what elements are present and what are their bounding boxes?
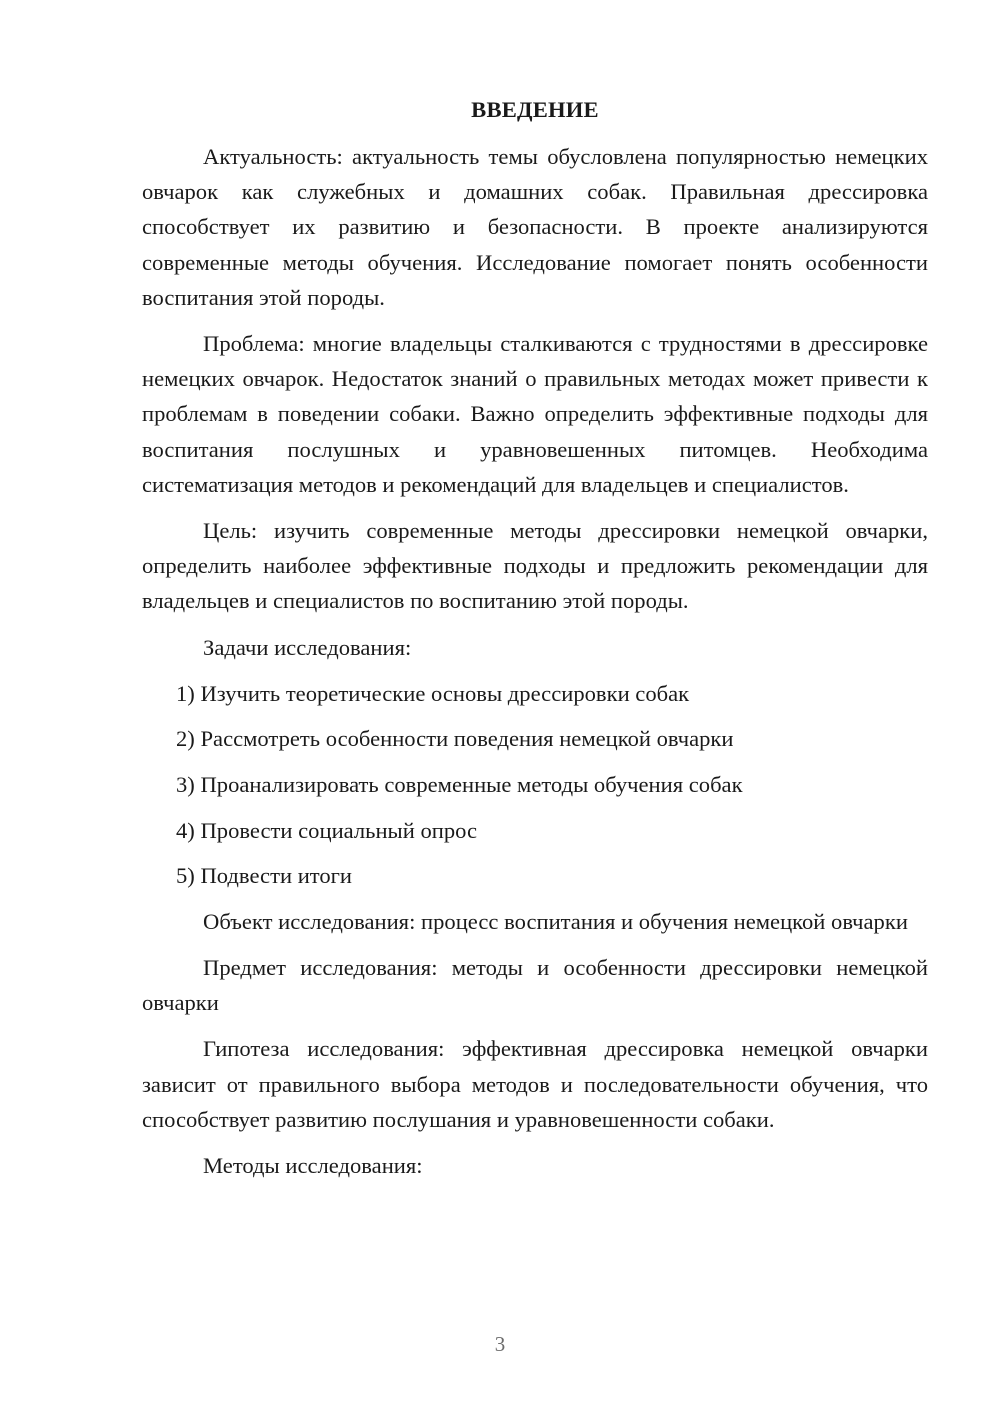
task-item-1: 1) Изучить теоретические основы дрессировки собак xyxy=(176,680,690,706)
task-item-2: 2) Рассмотреть особенности поведения немецкой овчарки xyxy=(176,726,734,752)
goal-paragraph: Цель: изучить современные методы дрессировки немецкой овчарки, определить наиболее эффективные подходы и предложить рекомендации для владельцев и специалистов по воспитанию этой породы. xyxy=(142,518,928,614)
methods-intro: Методы исследования: xyxy=(203,1153,423,1179)
tasks-list xyxy=(142,676,928,894)
tasks-intro: Задачи исследования: xyxy=(203,634,412,660)
task-item-5: 5) Подвести итоги xyxy=(176,863,353,889)
page-number: 3 xyxy=(494,1332,506,1356)
problem-paragraph: Проблема: многие владельцы сталкиваются с трудностями в дрессировке немецких овчарок. Недостаток знаний о правильных методах может привести к проблемам в поведении собаки. Важно определить эффективные подходы для воспитания послушных и уравновешенных питомцев. Необходима систематизация методов и рекомендаций для владельцев и специалистов. xyxy=(142,331,928,497)
object-paragraph: Объект исследования: процесс воспитания и обучения немецкой овчарки xyxy=(203,908,908,934)
hypothesis-paragraph: Гипотеза исследования: эффективная дрессировка немецкой овчарки зависит от правильного выбора методов и последовательности обучения, что способствует развитию послушания и уравновешенности собаки. xyxy=(142,1036,928,1132)
document-page xyxy=(142,92,928,1194)
section-heading: ВВЕДЕНИЕ xyxy=(471,97,599,122)
task-item-3: 3) Проанализировать современные методы обучения собак xyxy=(176,772,743,798)
subject-paragraph: Предмет исследования: методы и особенности дрессировки немецкой овчарки xyxy=(142,955,928,1016)
task-item-4: 4) Провести социальный опрос xyxy=(176,817,478,843)
relevance-paragraph: Актуальность: актуальность темы обусловлена популярностью немецких овчарок как служебных и домашних собак. Правильная дрессировка способствует их развитию и безопасности. В проекте анализируются современные методы обучения. Исследование помогает понять особенности воспитания этой породы. xyxy=(142,144,928,310)
